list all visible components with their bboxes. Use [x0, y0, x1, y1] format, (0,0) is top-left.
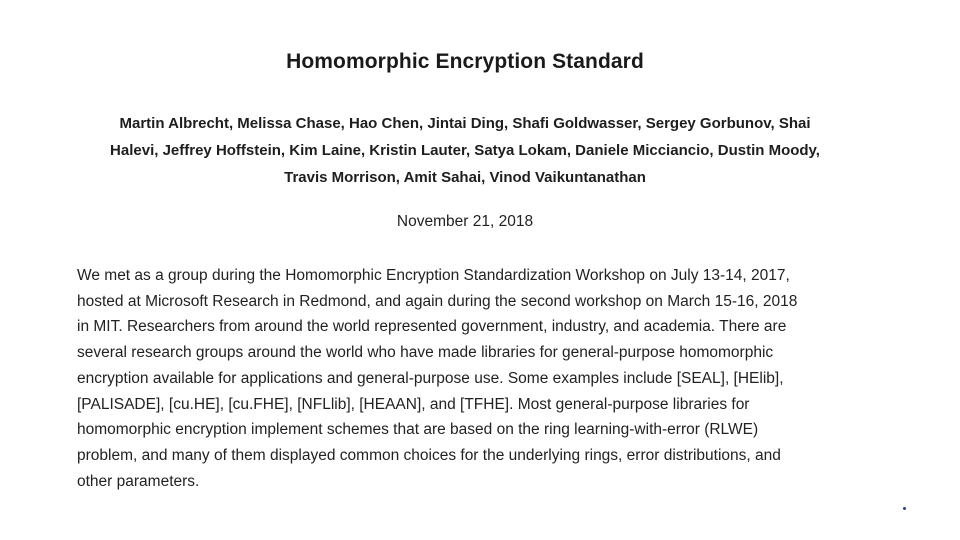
author-list [60, 110, 870, 191]
paragraph-line: several research groups around the world who have made libraries for general-purpose homomorphic [77, 344, 774, 362]
author-line: Travis Morrison, Amit Sahai, Vinod Vaikuntanathan [284, 169, 646, 186]
paragraph-line: encryption available for applications and general-purpose use. Some examples include [SEAL], [HElib], [77, 369, 784, 387]
marker-dot [903, 507, 906, 510]
paragraph-line: hosted at Microsoft Research in Redmond, and again during the second workshop on March 15-16, 2018 [77, 292, 798, 310]
body-paragraph [77, 263, 877, 494]
paragraph-line: homomorphic encryption implement schemes that are based on the ring learning-with-error (RLWE) [77, 421, 759, 439]
paragraph-line: in MIT. Researchers from around the world represented government, industry, and academia. There are [77, 318, 787, 336]
document-title: Homomorphic Encryption Standard [286, 50, 644, 73]
paragraph-line: [PALISADE], [cu.HE], [cu.FHE], [NFLlib], [HEAAN], and [TFHE]. Most general-purpose libraries for [77, 395, 750, 413]
paragraph-line: other parameters. [77, 472, 200, 490]
author-line: Martin Albrecht, Melissa Chase, Hao Chen, Jintai Ding, Shafi Goldwasser, Sergey Gorbunov, Shai [119, 115, 811, 132]
document-date: November 21, 2018 [396, 213, 534, 230]
paragraph-line: We met as a group during the Homomorphic Encryption Standardization Workshop on July 13-14, 2017, [77, 267, 790, 284]
paragraph-line: problem, and many of them displayed common choices for the underlying rings, error distributions, and [77, 446, 781, 464]
author-line: Halevi, Jeffrey Hoffstein, Kim Laine, Kristin Lauter, Satya Lokam, Daniele Micciancio, Dustin Moody, [110, 142, 820, 159]
